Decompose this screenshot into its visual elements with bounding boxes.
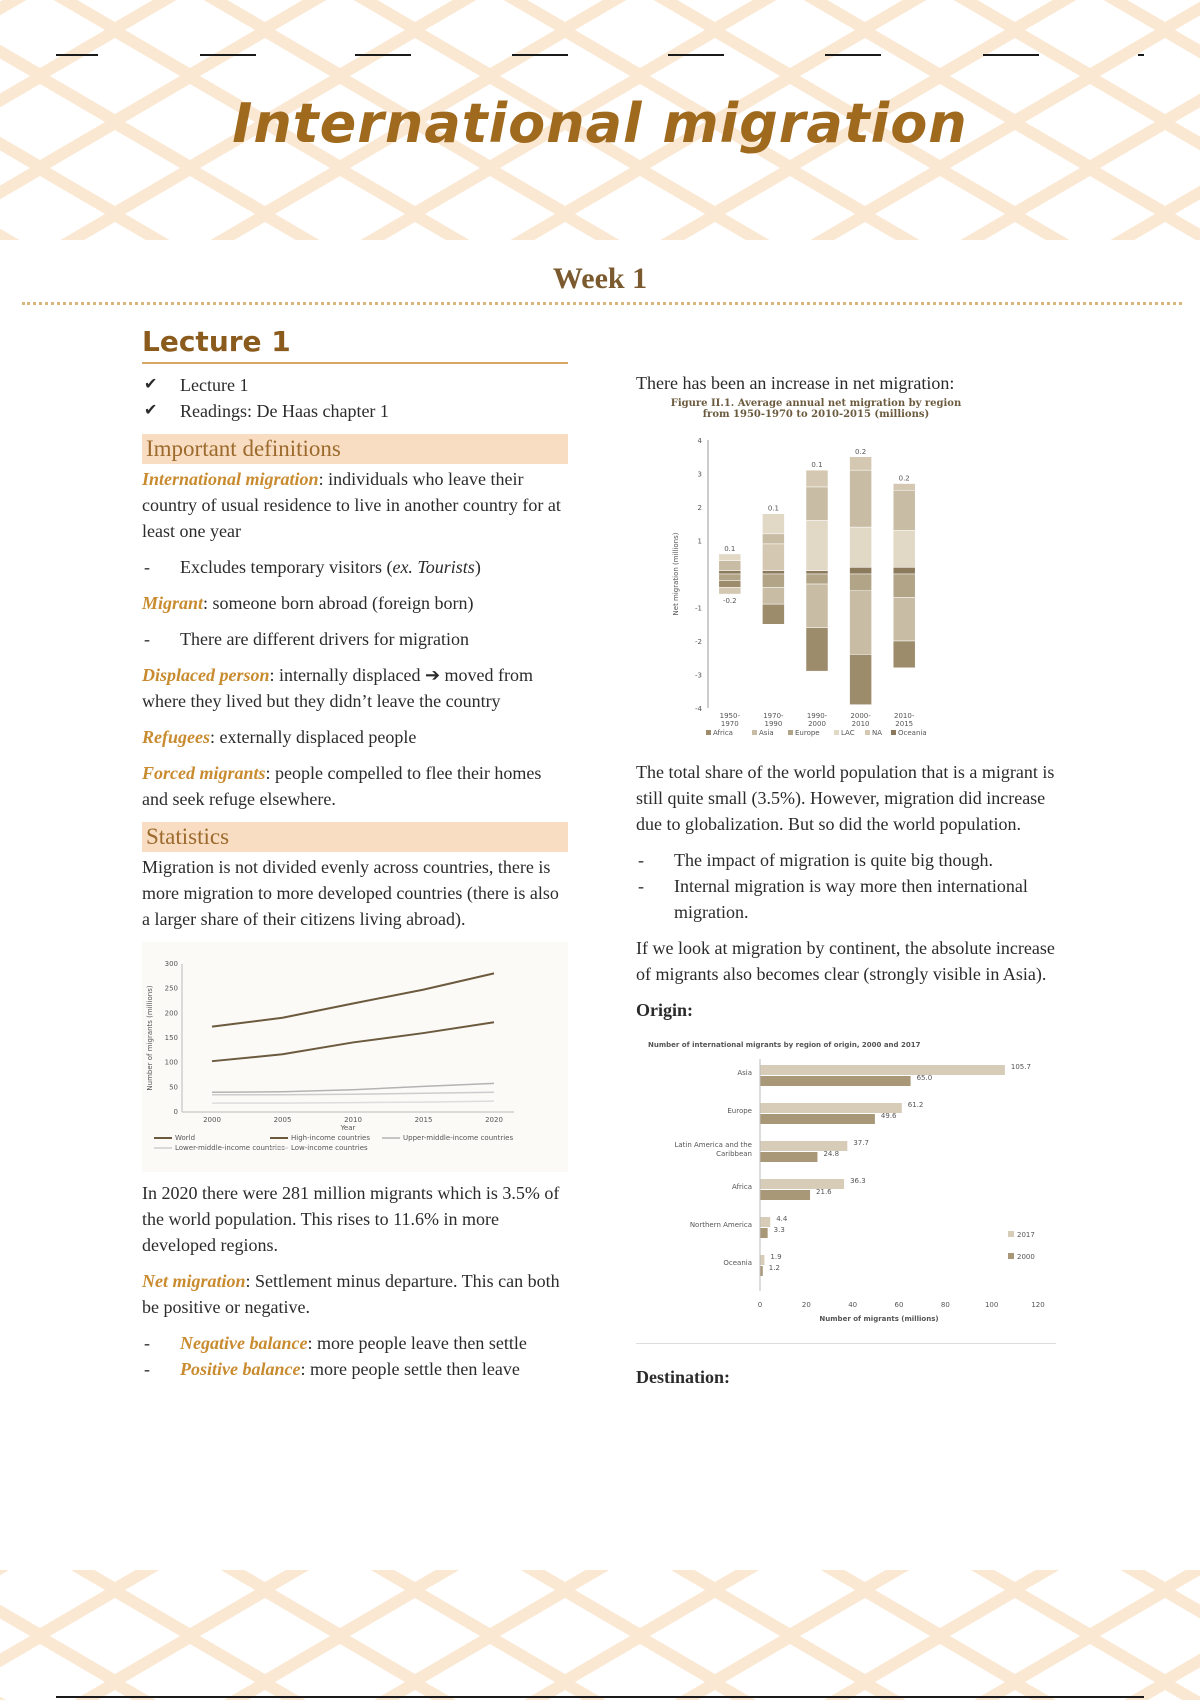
x-tick-label: 0 [757, 1301, 763, 1309]
x-tick-label: 2020 [485, 1116, 503, 1124]
y-tick-label: 200 [164, 1009, 178, 1018]
legend-label: 2000 [1017, 1253, 1035, 1261]
chart-title: from 1950-1970 to 2010-2015 (millions) [702, 409, 930, 420]
legend-label: Africa [713, 729, 733, 737]
definitions-heading: Important definitions [142, 434, 568, 464]
origin-bar [760, 1114, 875, 1124]
stacked-bar-segment [893, 574, 915, 597]
x-tick-label: 1950- [719, 712, 740, 720]
bar-value-label: 0.1 [724, 544, 736, 553]
bar-value-label: -0.2 [722, 597, 737, 606]
category-label: Caribbean [716, 1150, 752, 1158]
def-net-text: : Settlement minus departure. This can both be positive or negative. [142, 1271, 560, 1317]
sub-suffix: ) [474, 557, 481, 577]
legend-swatch [834, 730, 839, 735]
stacked-bar-segment [719, 581, 741, 588]
list-item: - Internal migration is way more then international migration. [636, 873, 1056, 925]
category-label: Asia [737, 1069, 752, 1077]
top-rule [983, 54, 1039, 56]
bar-value-label: 61.2 [907, 1101, 924, 1109]
origin-bar-chart [636, 1023, 1056, 1333]
y-tick-label: 1 [697, 537, 702, 546]
right-column [636, 370, 1056, 1390]
x-tick-label: 60 [894, 1301, 904, 1309]
stacked-bar-segment [850, 654, 872, 704]
y-tick-label: 4 [697, 437, 702, 445]
y-tick-label: 100 [164, 1058, 178, 1067]
top-rule [200, 54, 256, 56]
bar-value-label: 0.1 [811, 461, 823, 470]
bar-value-label: 1.2 [768, 1264, 780, 1272]
legend-label: LAC [841, 729, 855, 737]
list-item [142, 554, 568, 580]
y-axis-label: Net migration (millions) [672, 532, 680, 616]
left-column [142, 325, 568, 1392]
line-series [212, 973, 494, 1026]
stacked-bar-segment [762, 534, 784, 544]
category-label: Latin America and the [674, 1141, 752, 1149]
line-series [212, 1022, 494, 1061]
list-item: - There are different drivers for migration [142, 626, 568, 652]
stacked-bar-segment [762, 604, 784, 624]
bar-value-label: 49.6 [880, 1112, 897, 1120]
stacked-bar-segment [893, 530, 915, 567]
stacked-bar-segment [893, 490, 915, 530]
x-tick-label: 1970 [720, 720, 739, 728]
legend-label: Lower-middle-income countries [175, 1144, 285, 1152]
checklist-item: ✔ Lecture 1 [142, 372, 568, 398]
x-axis-label: Year [340, 1124, 356, 1132]
stacked-bar-segment [806, 574, 828, 584]
origin-bar [760, 1228, 768, 1238]
stats-2020: In 2020 there were 281 million migrants which is 3.5% of the world population. This rises to 11.6% in more developed regions. [142, 1183, 560, 1255]
stacked-bar-segment [762, 544, 784, 571]
y-axis-label: Number of migrants (millions) [146, 985, 154, 1091]
line-chart-svg [142, 942, 532, 1167]
y-tick-label: 2 [697, 504, 702, 512]
legend-label: NA [872, 729, 883, 737]
line-chart [142, 942, 568, 1172]
x-tick-label: 120 [1031, 1301, 1045, 1309]
origin-bar [760, 1152, 817, 1162]
line-series [212, 1083, 494, 1092]
stacked-bar-segment [806, 584, 828, 628]
stacked-bar-segment [893, 567, 915, 574]
sub-italic: ex. Tourists [392, 557, 475, 577]
footer-pattern [0, 1570, 1200, 1700]
right-divider [636, 1343, 1056, 1344]
stacked-bar-segment [762, 587, 784, 604]
def-displaced [142, 662, 568, 714]
chart-title: Figure II.1. Average annual net migration by region [670, 398, 962, 409]
term-negative: Negative balance [180, 1333, 308, 1353]
bar-value-label: 21.6 [816, 1188, 832, 1196]
def-migrant [142, 590, 568, 616]
document-title: International migration [232, 92, 968, 155]
neg-text: : more people leave then settle [307, 1333, 527, 1353]
term-net: Net migration [142, 1271, 246, 1291]
y-tick-label: 0 [173, 1108, 178, 1116]
list-item: - The impact of migration is quite big though. [636, 847, 1056, 873]
bar-value-label: 37.7 [853, 1139, 869, 1147]
sub-prefix: Excludes temporary visitors ( [180, 557, 393, 577]
legend-swatch [788, 730, 793, 735]
y-tick-label: -1 [695, 604, 702, 613]
stacked-bar-segment [762, 514, 784, 534]
y-tick-label: 300 [164, 960, 178, 968]
origin-bar [760, 1190, 810, 1200]
top-rule [512, 54, 568, 56]
bottom-rule [56, 1696, 1144, 1698]
stacked-bar-chart [666, 396, 966, 737]
stacked-bar-segment [719, 574, 741, 581]
stacked-bar-segment [719, 571, 741, 574]
def-migrant-text: : someone born abroad (foreign born) [203, 593, 474, 613]
top-rule [825, 54, 881, 56]
legend-swatch [891, 730, 896, 735]
def-refugees [142, 724, 568, 750]
legend-swatch [752, 730, 757, 735]
origin-bar [760, 1255, 764, 1265]
pos-text: : more people settle then leave [300, 1359, 520, 1379]
def-international-text: : individuals who leave their country of usual residence to live in another country for at least one year [142, 469, 561, 541]
net-balance-list [142, 1330, 568, 1382]
destination-label: Destination: [636, 1367, 730, 1387]
stacked-bar-segment [893, 484, 915, 491]
x-tick-label: 2005 [273, 1116, 292, 1124]
y-tick-label: 50 [169, 1083, 178, 1092]
lecture-heading: Lecture 1 [142, 325, 568, 364]
bar-value-label: 4.4 [776, 1215, 788, 1223]
x-tick-label: 1990 [764, 720, 783, 728]
stacked-bar-segment [719, 561, 741, 571]
bar-value-label: 3.3 [773, 1226, 785, 1234]
x-tick-label: 40 [848, 1301, 858, 1309]
legend-swatch [1008, 1231, 1014, 1237]
stacked-bar-segment [850, 567, 872, 574]
x-tick-label: 2015 [895, 720, 914, 728]
statistics-heading: Statistics [142, 822, 568, 852]
legend-label: Upper-middle-income countries [403, 1134, 514, 1142]
def-displaced-text: : internally displaced ➔ moved from where they lived but they didn’t leave the country [142, 665, 534, 711]
top-rule [355, 54, 411, 56]
bar-value-label: 1.9 [770, 1253, 782, 1261]
y-tick-label: -3 [695, 671, 702, 680]
statistics-text: Migration is not divided evenly across countries, there is more migration to more developed countries (there is also a larger share of their citizens living abroad). [142, 857, 559, 929]
term-international: International migration [142, 469, 319, 489]
x-tick-label: 80 [940, 1301, 950, 1309]
def-migrant-sub [142, 626, 568, 652]
stacked-bar-segment [850, 470, 872, 527]
x-tick-label: 1970- [763, 712, 784, 720]
origin-bar [760, 1076, 911, 1086]
stacked-bar-segment [806, 628, 828, 672]
def-international-sub [142, 554, 568, 580]
legend-swatch [1008, 1253, 1014, 1259]
stacked-bar-segment [850, 591, 872, 655]
category-label: Africa [732, 1183, 752, 1191]
checklist-item: ✔ Readings: De Haas chapter 1 [142, 398, 568, 424]
stacked-bar-segment [850, 457, 872, 470]
continent-text: If we look at migration by continent, the absolute increase of migrants also becomes clear (strongly visible in Asia). [636, 938, 1055, 984]
stacked-bar-segment [850, 574, 872, 591]
x-axis-label: Number of migrants (millions) [819, 1315, 939, 1323]
x-tick-label: 2015 [414, 1116, 433, 1124]
term-displaced: Displaced person [142, 665, 270, 685]
bar-value-label: 0.2 [898, 474, 910, 483]
stacked-bar-segment [893, 641, 915, 668]
stacked-bar-segment [719, 554, 741, 561]
def-net [142, 1268, 568, 1320]
legend-label: 2017 [1017, 1231, 1035, 1239]
origin-bar [760, 1217, 770, 1227]
bar-value-label: 36.3 [850, 1177, 866, 1185]
impact-list [636, 847, 1056, 925]
legend-label: Low-income countries [291, 1144, 368, 1152]
y-tick-label: -2 [695, 638, 702, 646]
x-tick-label: 2010 [344, 1116, 362, 1124]
term-forced: Forced migrants [142, 763, 266, 783]
dotted-divider [22, 302, 1182, 305]
x-tick-label: 100 [984, 1301, 999, 1309]
top-rule [56, 54, 98, 56]
bar-value-label: 65.0 [916, 1074, 933, 1082]
list-item [142, 1356, 568, 1382]
legend-label: Asia [759, 729, 774, 737]
category-label: Oceania [723, 1259, 752, 1267]
stacked-bar-segment [806, 487, 828, 521]
def-international [142, 466, 568, 544]
x-tick-label: 2010- [894, 712, 915, 720]
x-tick-label: 1990- [806, 712, 828, 720]
legend-label: High-income countries [291, 1134, 371, 1142]
net-intro: There has been an increase in net migration: [636, 373, 955, 393]
stacked-bar-segment [806, 520, 828, 570]
stacked-bar-segment [850, 527, 872, 567]
stacked-bar-segment [762, 574, 784, 587]
category-label: Europe [727, 1107, 752, 1115]
chart-title: Number of international migrants by region of origin, 2000 and 2017 [648, 1041, 921, 1049]
diamond-pattern-bottom [0, 1570, 1200, 1700]
line-series [212, 1101, 494, 1103]
def-refugees-text: : externally displaced people [209, 727, 417, 747]
stacked-bar-segment [719, 587, 741, 594]
y-tick-label: 250 [164, 984, 178, 993]
week-title: Week 1 [552, 262, 648, 295]
x-tick-label: 20 [801, 1301, 811, 1309]
share-text: The total share of the world population that is a migrant is still quite small (3.5%). However, migration did increase due to globalization. But so did the world population. [636, 762, 1055, 834]
bar-value-label: 0.2 [855, 447, 867, 456]
stacked-bar-segment [806, 470, 828, 487]
def-forced-text: : people compelled to flee their homes and seek refuge elsewhere. [142, 763, 542, 809]
legend-swatch [865, 730, 870, 735]
y-tick-label: -4 [695, 705, 702, 713]
x-tick-label: 2000- [850, 712, 871, 720]
stacked-bar-segment [893, 597, 915, 641]
origin-bar [760, 1065, 1005, 1075]
def-forced [142, 760, 568, 812]
bar-value-label: 24.8 [823, 1150, 840, 1158]
term-positive: Positive balance [180, 1359, 301, 1379]
bar-value-label: 105.7 [1010, 1063, 1031, 1071]
stacked-bar-segment [762, 571, 784, 574]
legend-label: Oceania [898, 729, 927, 737]
bar-value-label: 0.1 [767, 504, 779, 513]
top-rule [1138, 54, 1144, 56]
legend-label: Europe [795, 729, 820, 737]
y-tick-label: 3 [697, 470, 702, 479]
y-tick-label: 150 [164, 1034, 178, 1042]
x-tick-label: 2000 [808, 720, 826, 728]
legend-label: World [175, 1134, 196, 1142]
checklist [142, 372, 568, 424]
stacked-bar-segment [806, 571, 828, 574]
term-refugees: Refugees [142, 727, 210, 747]
origin-label: Origin: [636, 1000, 693, 1020]
category-label: Northern America [689, 1221, 752, 1229]
x-tick-label: 2010 [851, 720, 870, 728]
term-migrant: Migrant [142, 593, 204, 613]
list-item [142, 1330, 568, 1356]
x-tick-label: 2000 [203, 1116, 221, 1124]
legend-swatch [706, 730, 711, 735]
top-rule [668, 54, 724, 56]
